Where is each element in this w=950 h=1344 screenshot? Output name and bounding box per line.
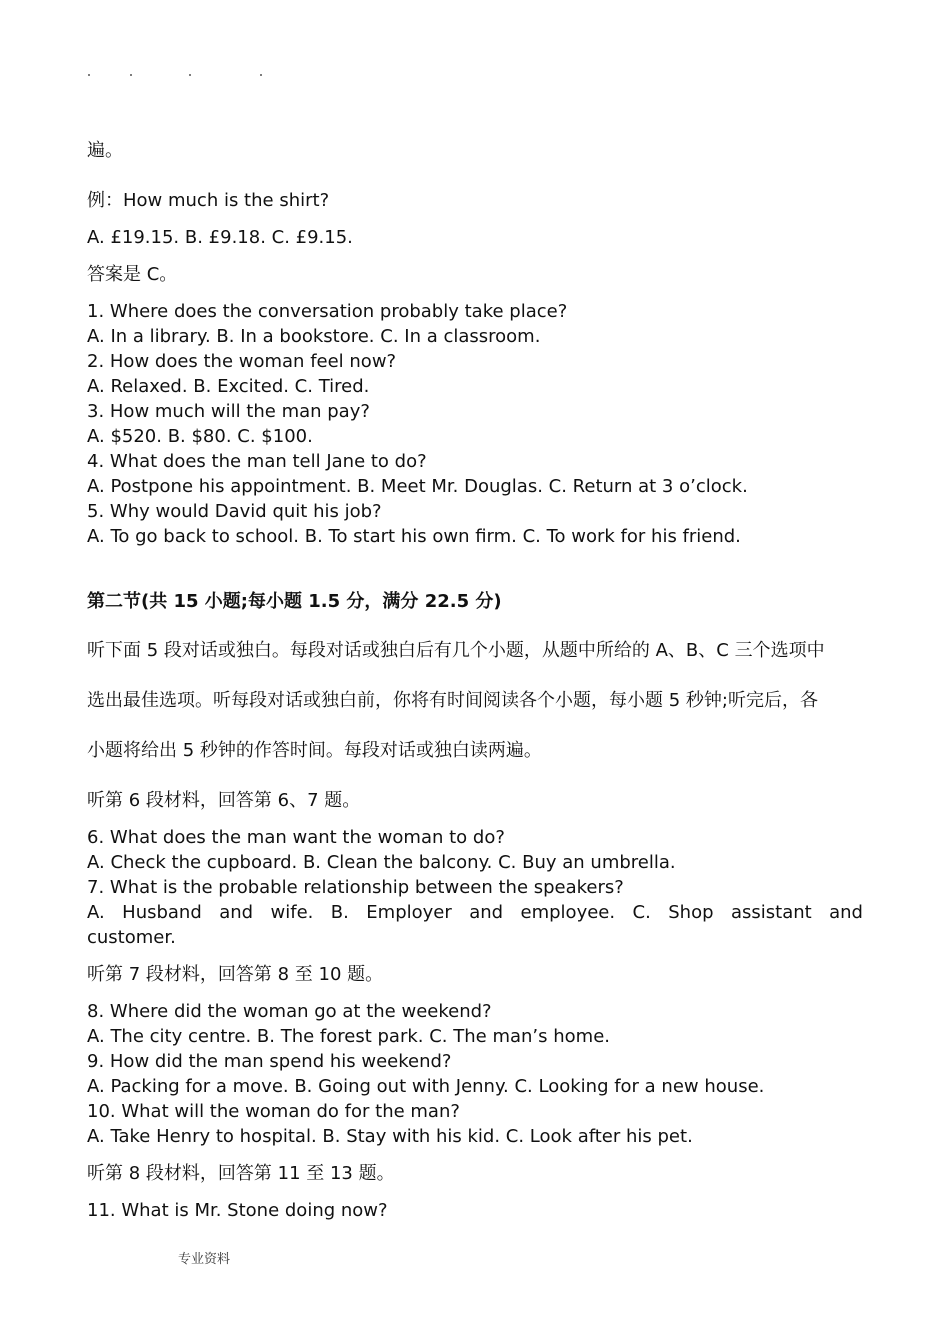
header-dot	[88, 74, 90, 76]
options-1: A. In a library. B. In a bookstore. C. In a classroom.	[87, 326, 541, 347]
options-6: A. Check the cupboard. B. Clean the balcony. C. Buy an umbrella.	[87, 852, 676, 873]
material8-intro: 听第 8 段材料，回答第 11 至 13 题。	[87, 1163, 395, 1184]
material6-intro: 听第 6 段材料，回答第 6、7 题。	[87, 790, 361, 811]
question-4: 4. What does the man tell Jane to do?	[87, 451, 427, 472]
section2-instructions	[87, 626, 863, 776]
material7-intro: 听第 7 段材料，回答第 8 至 10 题。	[87, 964, 384, 985]
options-5: A. To go back to school. B. To start his own firm. C. To work for his friend.	[87, 526, 741, 547]
question-8: 8. Where did the woman go at the weekend?	[87, 1001, 492, 1022]
instruction-line-1: 听下面 5 段对话或独白。每段对话或独白后有几个小题，从题中所给的 A、B、C 三个选项中	[87, 640, 825, 661]
example-options: A. £19.15. B. £9.18. C. £9.15.	[87, 227, 353, 248]
header-dot	[189, 74, 191, 76]
options-3: A. $520. B. $80. C. $100.	[87, 426, 313, 447]
section1-questions	[87, 299, 863, 549]
page-footer: 专业资料	[178, 1252, 231, 1267]
question-11: 11. What is Mr. Stone doing now?	[87, 1200, 388, 1221]
instruction-line-3: 小题将给出 5 秒钟的作答时间。每段对话或独白读两遍。	[87, 740, 542, 761]
example-question: 例：How much is the shirt?	[87, 190, 330, 211]
options-8: A. The city centre. B. The forest park. C. The man’s home.	[87, 1026, 610, 1047]
instruction-line-2: 选出最佳选项。听每段对话或独白前，你将有时间阅读各个小题，每小题 5 秒钟;听完后，各	[87, 690, 818, 711]
header-dots	[88, 74, 288, 84]
document-content	[87, 138, 863, 1223]
question-5: 5. Why would David quit his job?	[87, 501, 382, 522]
question-2: 2. How does the woman feel now?	[87, 351, 397, 372]
top-text: 遍。	[87, 140, 123, 161]
header-dot	[260, 74, 262, 76]
example-answer: 答案是 C。	[87, 264, 178, 285]
question-9: 9. How did the man spend his weekend?	[87, 1051, 452, 1072]
question-1: 1. Where does the conversation probably take place?	[87, 301, 568, 322]
question-3: 3. How much will the man pay?	[87, 401, 370, 422]
options-10: A. Take Henry to hospital. B. Stay with his kid. C. Look after his pet.	[87, 1126, 693, 1147]
options-7-line-1: A. Husband and wife. B. Employer and employee. C. Shop assistant and	[87, 902, 863, 923]
header-dot	[130, 74, 132, 76]
options-2: A. Relaxed. B. Excited. C. Tired.	[87, 376, 370, 397]
question-10: 10. What will the woman do for the man?	[87, 1101, 460, 1122]
options-4: A. Postpone his appointment. B. Meet Mr. Douglas. C. Return at 3 o’clock.	[87, 476, 748, 497]
question-6: 6. What does the man want the woman to do?	[87, 827, 505, 848]
options-7-line-2: customer.	[87, 927, 176, 948]
options-9: A. Packing for a move. B. Going out with Jenny. C. Looking for a new house.	[87, 1076, 765, 1097]
question-7: 7. What is the probable relationship between the speakers?	[87, 877, 624, 898]
section2-heading: 第二节(共 15 小题;每小题 1.5 分，满分 22.5 分)	[87, 591, 502, 612]
